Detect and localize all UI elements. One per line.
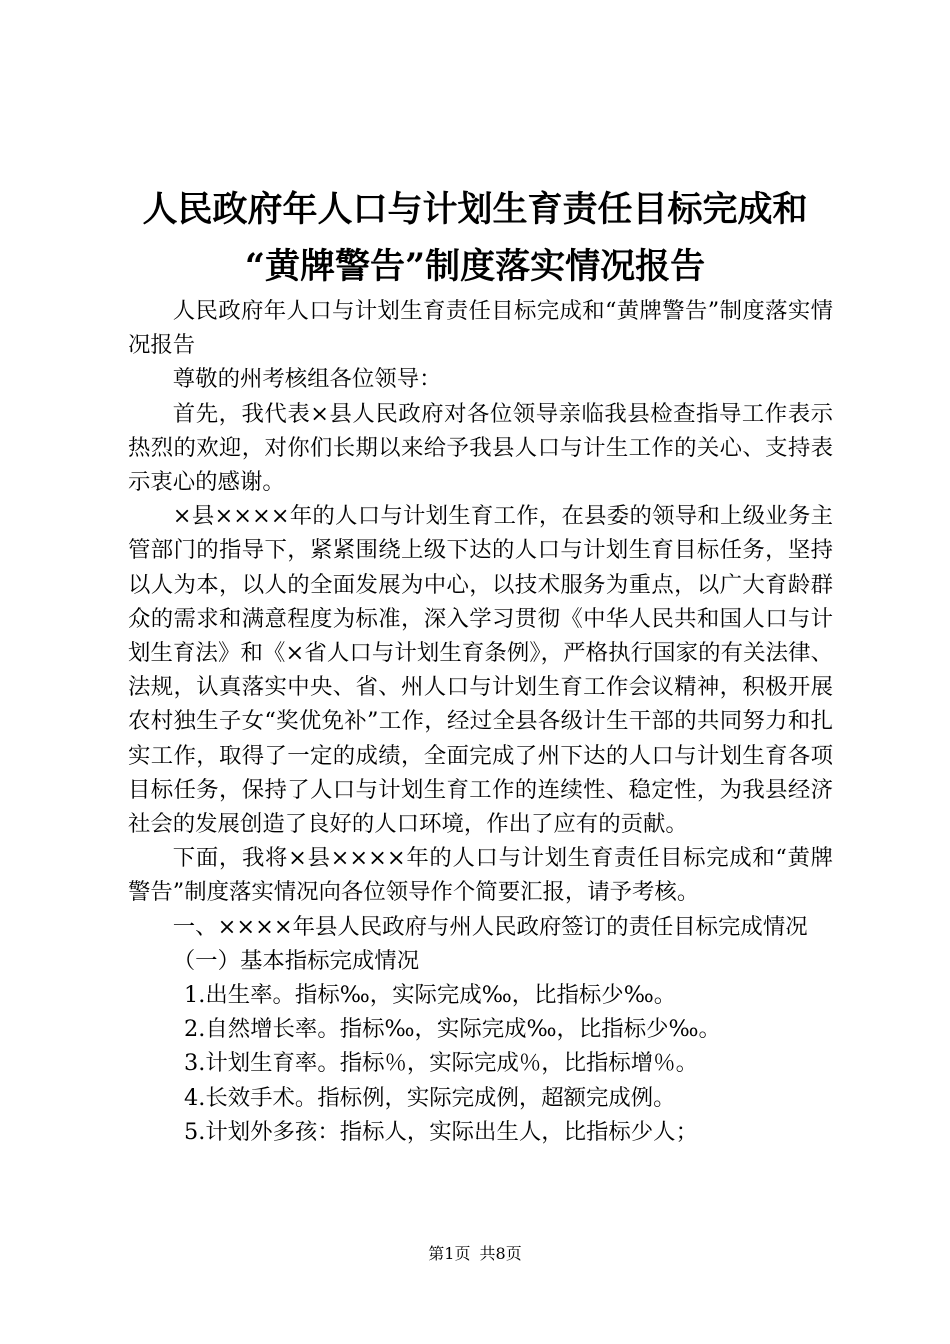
list-item: 1.出生率。指标‰，实际完成‰，比指标少‰。 [184,982,677,1009]
list-item: 3.计划生育率。指标％，实际完成％，比指标增％。 [184,1050,698,1077]
list-item: 5.计划外多孩：指标人，实际出生人，比指标少人； [184,1118,698,1145]
body-paragraph-overview: ×县××××年的人口与计划生育工作，在县委的领导和上级业务主管部门的指导下，紧紧围绕上级下达的人口与计划生育目标任务，坚持以人为本，以人的全面发展为中心，以技术服务为重点，以广大育龄群众的需求和满意程度为标准，深入学习贯彻《中华人民共和国人口与计划生育法》和《×省人口与计划生育条例》，严格执行国家的有关法律、法规，认真落实中央、省、州人口与计划生育工作会议精神，积极开展农村独生子女“奖优免补”工作，经过全县各级计生干部的共同努力和扎实工作，取得了一定的成绩，全面完成了州下达的人口与计划生育各项目标任务，保持了人口与计划生育工作的连续性、稳定性，为我县经济社会的发展创造了良好的人口环境，作出了应有的贡献。 [128,503,833,838]
page-footer [0,1244,950,1264]
document-title-line-1: 人民政府年人口与计划生育责任目标完成和 [142,189,808,230]
list-item: 2.自然增长率。指标‰，实际完成‰，比指标少‰。 [184,1016,721,1043]
body-paragraph-welcome: 首先，我代表×县人民政府对各位领导亲临我县检查指导工作表示热烈的欢迎，对你们长期以来给予我县人口与计生工作的关心、支持表示衷心的感谢。 [128,400,833,496]
document-title-line-2: “黄牌警告”制度落实情况报告 [244,246,706,287]
document-body [128,294,833,1149]
page-total: 共8页 [479,1244,522,1263]
section-heading-1: 一、××××年县人民政府与州人民政府签订的责任目标完成情况 [172,913,808,940]
body-paragraph-salutation: 尊敬的州考核组各位领导： [172,366,442,393]
body-paragraph-subtitle: 人民政府年人口与计划生育责任目标完成和“黄牌警告”制度落实情况报告 [128,298,833,359]
page-number: 第1页 [428,1244,471,1263]
subsection-heading-1: （一）基本指标完成情况 [172,947,420,974]
body-paragraph-intro: 下面，我将×县××××年的人口与计划生育责任目标完成和“黄牌警告”制度落实情况向各位领导作个简要汇报，请予考核。 [128,845,833,906]
list-item: 4.长效手术。指标例，实际完成例，超额完成例。 [184,1084,676,1111]
